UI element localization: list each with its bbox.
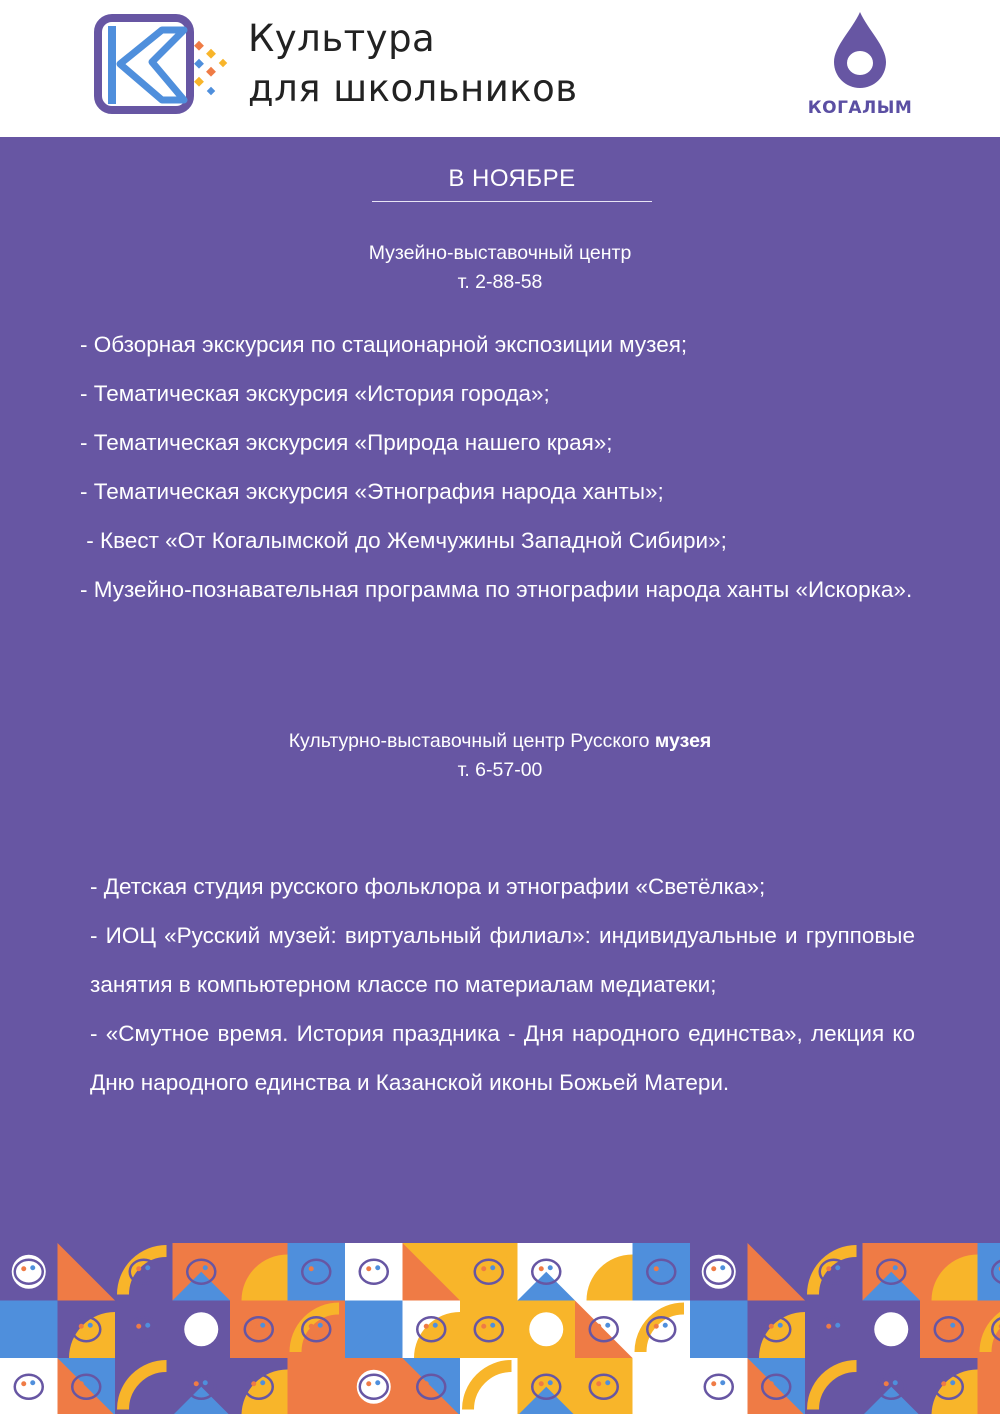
pattern-tile: [518, 1243, 576, 1301]
pattern-tiles: [0, 1243, 1000, 1414]
pattern-tile: [58, 1358, 116, 1414]
pattern-tile: [518, 1358, 576, 1414]
pattern-tile: [345, 1301, 403, 1359]
program-item: - Музейно-познавательная программа по этнографии народа ханты «Искорка».: [80, 577, 913, 602]
program-item: - Квест «От Когалымской до Жемчужины Западной Сибири»;: [80, 528, 727, 553]
pattern-tile: [978, 1358, 1000, 1414]
pattern-tile: [460, 1358, 518, 1414]
pattern-tile: [345, 1243, 403, 1301]
program-item: - Обзорная экскурсия по стационарной экспозиции музея;: [80, 332, 688, 357]
pattern-tile: [690, 1243, 748, 1301]
program-item: - «Смутное время. История праздника - Дня народного единства», лекция ко Дню народного единства и Казанской иконы Божьей Матери.: [90, 1021, 915, 1095]
pattern-tile: [978, 1243, 1000, 1301]
venue-phone: т. 2-88-58: [457, 271, 543, 293]
pattern-tile: [115, 1301, 173, 1359]
venue-name-bold: музея: [654, 730, 712, 752]
city-logo: [800, 10, 920, 125]
culture-logo-icon: [92, 12, 232, 122]
pattern-tile: [460, 1301, 518, 1359]
program-item: - ИОЦ «Русский музей: виртуальный филиал»: индивидуальные и групповые занятия в компьютерном классе по материалам медиатеки;: [90, 923, 915, 997]
brand-title: [248, 14, 578, 114]
pattern-tile: [805, 1358, 863, 1414]
pattern-tile: [0, 1243, 58, 1301]
venue-russian-museum-center: [0, 727, 1000, 785]
pattern-tile: [58, 1243, 116, 1301]
drop-icon: [830, 10, 890, 90]
pattern-tile: [633, 1358, 691, 1414]
pattern-tile: [173, 1243, 231, 1301]
month-title: В НОЯБРЕ: [372, 165, 652, 202]
venue-museum-program-list: [80, 320, 915, 614]
pattern-tile: [173, 1301, 231, 1359]
pattern-tile: [690, 1301, 748, 1359]
pattern-tile: [633, 1301, 691, 1359]
venue-museum-center: [0, 239, 1000, 297]
venue-name: Музейно-выставочный центр: [368, 242, 632, 264]
brand-line-1: Культура: [248, 17, 436, 60]
program-item: - Детская студия русского фольклора и этнографии «Светёлка»;: [90, 874, 766, 899]
program-item: - Тематическая экскурсия «Этнография народа ханты»;: [80, 479, 664, 504]
pattern-tile: [748, 1243, 806, 1301]
pattern-tile: [920, 1301, 978, 1359]
pattern-tile: [863, 1301, 921, 1359]
pattern-tile: [173, 1358, 231, 1414]
pattern-tile: [0, 1301, 58, 1359]
pattern-tile: [403, 1358, 461, 1414]
pattern-tile: [288, 1243, 346, 1301]
pattern-tile: [345, 1358, 403, 1414]
program-item: - Тематическая экскурсия «История города»;: [80, 381, 550, 406]
pattern-tile: [863, 1358, 921, 1414]
program-item: - Тематическая экскурсия «Природа нашего края»;: [80, 430, 613, 455]
pattern-tile: [403, 1243, 461, 1301]
pattern-tile: [978, 1301, 1000, 1359]
pattern-tile: [805, 1301, 863, 1359]
pattern-tile: [0, 1358, 58, 1414]
venue-russian-museum-program-list: [90, 862, 915, 1107]
pattern-tile: [460, 1243, 518, 1301]
pattern-tile: [230, 1301, 288, 1359]
pattern-tile: [748, 1358, 806, 1414]
pattern-tile: [115, 1358, 173, 1414]
brand-line-2: для школьников: [248, 67, 578, 110]
pattern-tile: [633, 1243, 691, 1301]
pattern-tile: [518, 1301, 576, 1359]
city-name: КОГАЛЫМ: [807, 98, 913, 118]
venue-name: [0, 727, 1000, 756]
venue-phone: т. 6-57-00: [457, 759, 543, 781]
pattern-tile: [288, 1358, 346, 1414]
venue-name-prefix: Культурно-выставочный центр Русского: [288, 730, 655, 752]
pattern-tile: [115, 1243, 173, 1301]
header: [0, 0, 1000, 137]
pattern-tile: [288, 1301, 346, 1359]
pattern-tile: [863, 1243, 921, 1301]
decorative-pattern-footer: [0, 1243, 1000, 1414]
pattern-tile: [690, 1358, 748, 1414]
pattern-tile: [575, 1301, 633, 1359]
program-panel: [0, 137, 1000, 1243]
pattern-tile: [805, 1243, 863, 1301]
